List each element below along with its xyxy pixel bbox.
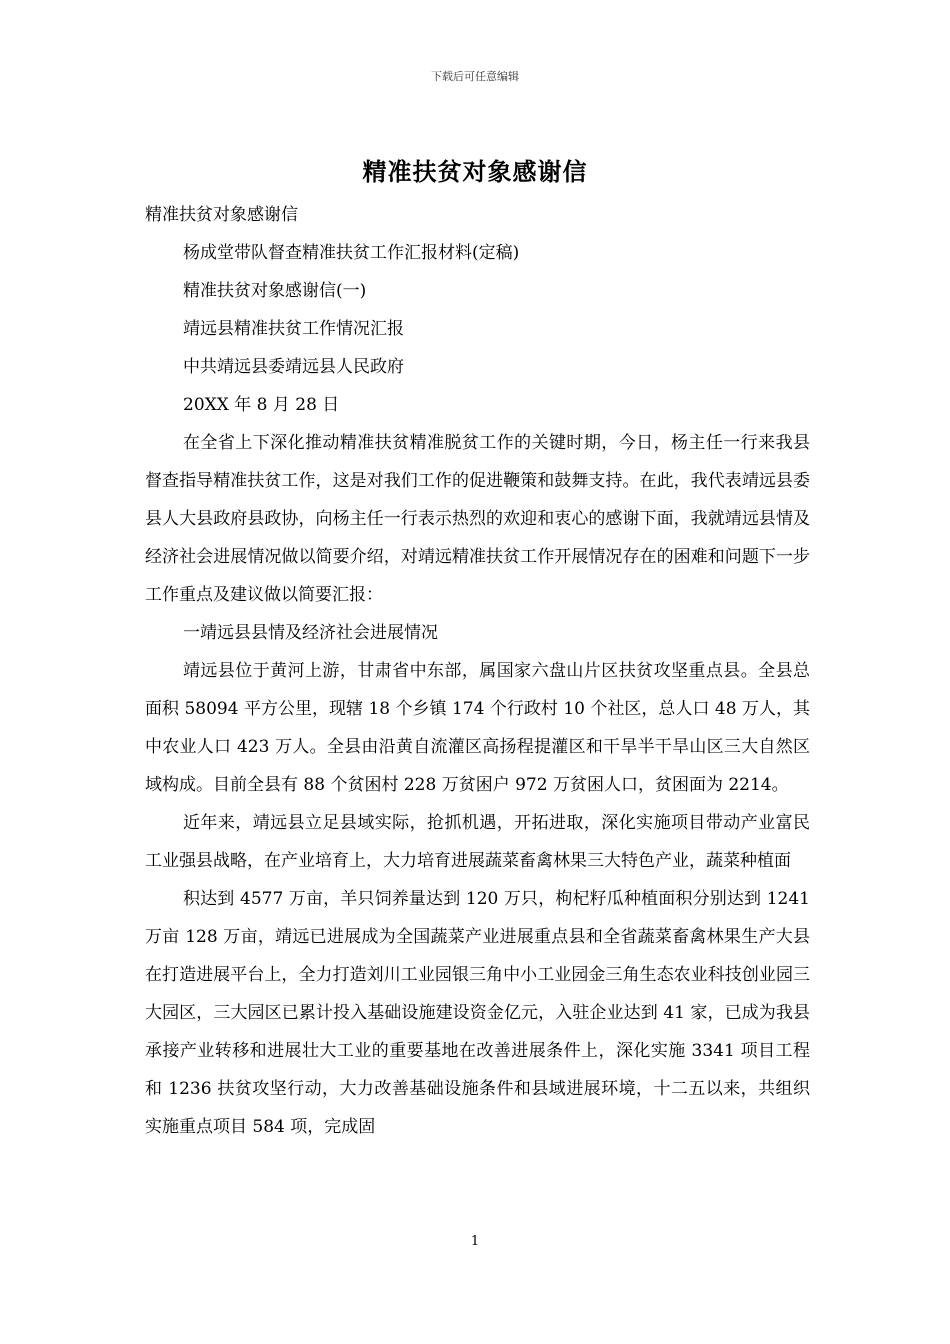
work-report-line: 靖远县精准扶贫工作情况汇报	[183, 319, 404, 339]
development-paragraph: 近年来，靖远县立足县域实际，抢抓机遇，开拓进取，深化实施项目带动产业富民工业强县战略，在产业培育上，大力培育进展蔬菜畜禽林果三大特色产业，蔬菜种植面	[145, 813, 810, 871]
county-overview-paragraph: 靖远县位于黄河上游，甘肃省中东部，属国家六盘山片区扶贫攻坚重点县。全县总面积 58094 平方公里，现辖 18 个乡镇 174 个行政村 10 个社区，总人口 48 万人，其中农业人口 423 万人。全县由沿黄自流灌区高扬程提灌区和干旱半干旱山区三大自然区域构成。目前全县有 88 个贫困村 228 万贫困户 972 万贫困人口，贫困面为 2214。	[145, 661, 810, 795]
report-title-line: 杨成堂带队督查精准扶贫工作汇报材料(定稿)	[183, 243, 520, 263]
achievements-paragraph: 积达到 4577 万亩，羊只饲养量达到 120 万只，枸杞籽瓜种植面积分别达到 1241 万亩 128 万亩，靖远已进展成为全国蔬菜产业进展重点县和全省蔬菜畜禽林果生产大县在打造进展平台上，全力打造刘川工业园银三角中小工业园金三角生态农业科技创业园三大园区，三大园区已累计投入基础设施建设资金亿元，入驻企业达到 41 家，已成为我县承接产业转移和进展壮大工业的重要基地在改善进展条件上，深化实施 3341 项目工程和 1236 扶贫攻坚行动，大力改善基础设施条件和县域进展环境，十二五以来，共组织实施重点项目 584 项，完成固	[145, 889, 810, 1137]
page-number: 1	[470, 1234, 480, 1249]
issuer-line: 中共靖远县委靖远县人民政府	[183, 357, 404, 377]
date-line: 20XX 年 8 月 28 日	[183, 395, 340, 415]
header-note: 下载后可任意编辑	[431, 70, 519, 83]
document-body	[145, 196, 810, 1146]
section-heading: 一靖远县县情及经济社会进展情况	[183, 623, 438, 643]
document-title: 精准扶贫对象感谢信	[362, 158, 588, 186]
intro-paragraph: 在全省上下深化推动精准扶贫精准脱贫工作的关键时期，今日，杨主任一行来我县督查指导精准扶贫工作，这是对我们工作的促进鞭策和鼓舞支持。在此，我代表靖远县委县人大县政府县政协，向杨主任一行表示热烈的欢迎和衷心的感谢下面，我就靖远县情及经济社会进展情况做以简要介绍，对靖远精准扶贫工作开展情况存在的困难和问题下一步工作重点及建议做以简要汇报：	[145, 433, 810, 605]
subtitle-line: 精准扶贫对象感谢信	[145, 205, 298, 225]
letter-title-line: 精准扶贫对象感谢信(一)	[183, 281, 367, 301]
